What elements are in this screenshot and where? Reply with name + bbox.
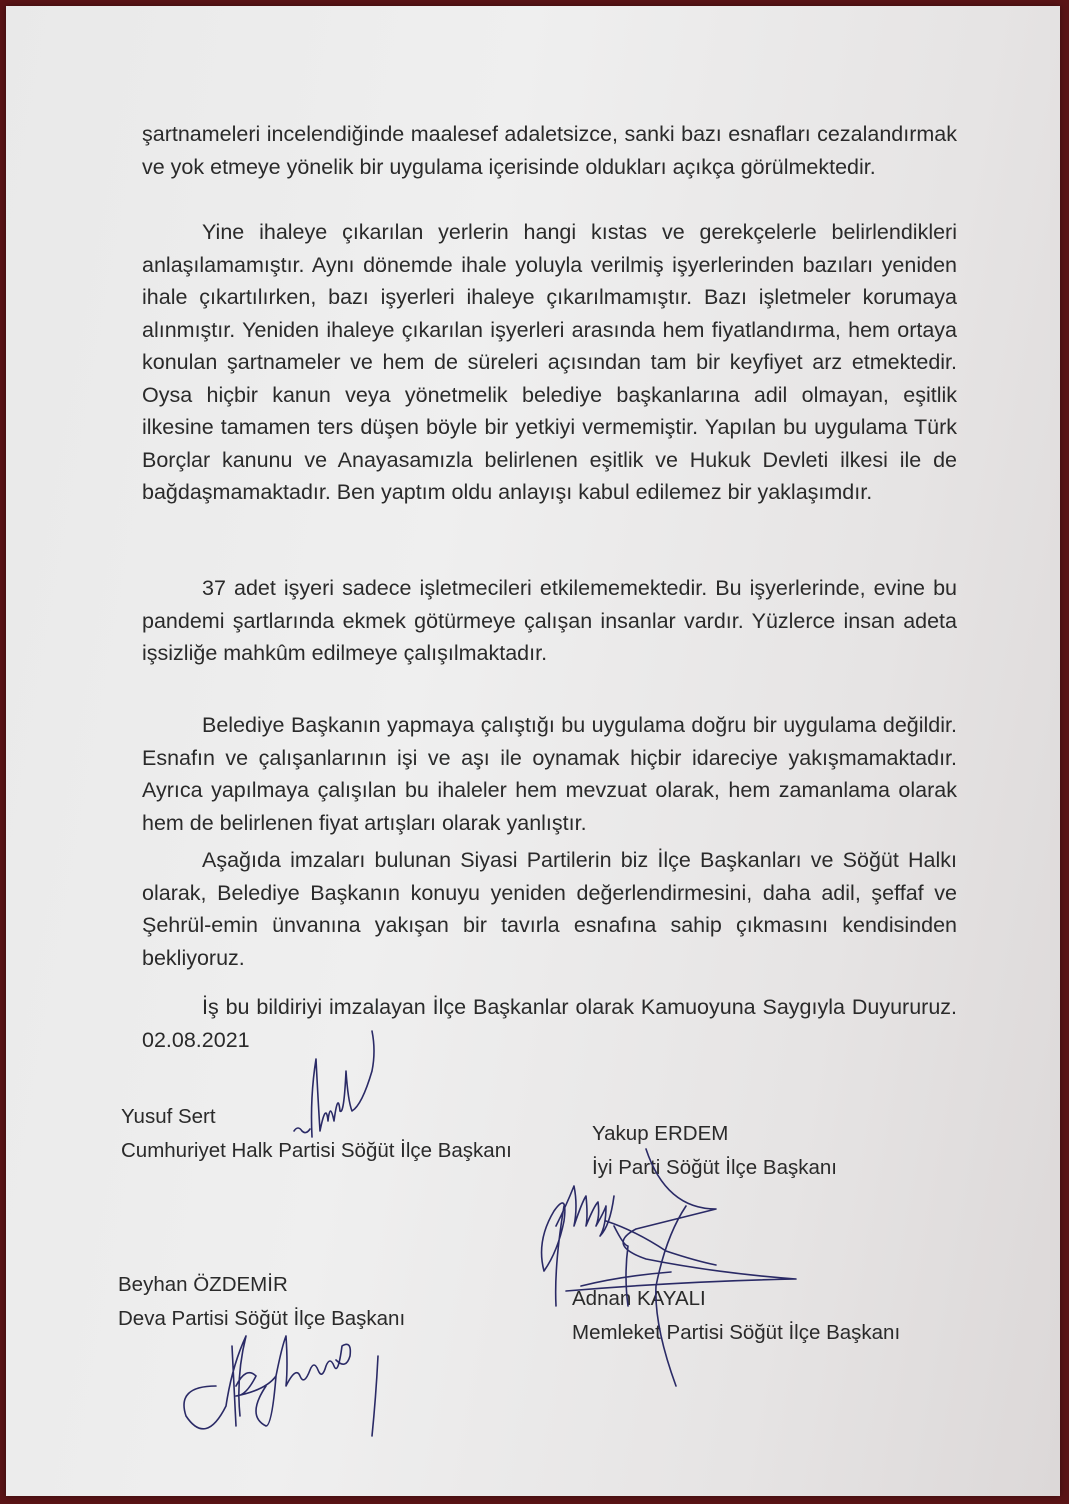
signatory-title-iyi-parti: İyi Parti Söğüt İlçe Başkanı <box>592 1156 837 1179</box>
signature-beyhan-ozdemir <box>176 1326 416 1436</box>
signatory-title-chp: Cumhuriyet Halk Partisi Söğüt İlçe Başkanı <box>121 1139 512 1162</box>
signatory-title-deva-partisi: Deva Partisi Söğüt İlçe Başkanı <box>118 1307 406 1330</box>
paragraph-6-container <box>142 991 957 1056</box>
signatory-title-memleket-partisi: Memleket Partisi Söğüt İlçe Başkanı <box>572 1321 901 1344</box>
paragraph: şartnameleri incelendiğinde maalesef adaletsizce, sanki bazı esnafları cezalandırmak ve yok etmeye yönelik bir uygulama içerisinde oldukları açıkça görülmektedir. <box>142 122 957 179</box>
paragraph: Yine ihaleye çıkarılan yerlerin hangi kıstas ve gerekçelerle belirlendikleri anlaşılamamıştır. Aynı dönemde ihale yoluyla verilmiş işyerlerinden bazıları yeniden ihale çıkartılırken, bazı işyerleri ihaleye çıkarılmamıştır. Bazı işletmeler korumaya alınmıştır. Yeniden ihaleye çıkarılan işyerleri arasında hem fiyatlandırma, hem ortaya konulan şartnameler ve hem de süreleri açısından tam bir keyfiyet arz etmektedir. Oysa hiçbir kanun veya yönetmelik belediye başkanlarına adil olmayan, eşitlik ilkesine tamamen ters düşen böyle bir yetkiyi vermemiştir. Yapılan bu uygulama Türk Borçlar kanunu ve Anayasamızla belirlenen eşitlik ve Hukuk Devleti ilkesi ile de bağdaşmamaktadır. Ben yaptım oldu anlayışı kabul edilemez bir yaklaşımdır. <box>142 220 957 504</box>
paragraph-3-container <box>142 572 957 670</box>
paragraph-1-container <box>142 118 957 183</box>
paragraph: Belediye Başkanın yapmaya çalıştığı bu uygulama doğru bir uygulama değildir. Esnafın ve çalışanlarının işi ve aşı ile oynamak hiçbir idareciye yakışmamaktadır. Ayrıca yapılmaya çalışılan bu ihaleler hem mevzuat olarak, hem zamanlama olarak hem de belirlenen fiyat artışları olarak yanlıştır. <box>142 713 957 835</box>
paragraph-4-container <box>142 709 957 839</box>
paragraph: 37 adet işyeri sadece işletmecileri etkilememektedir. Bu işyerlerinde, evine bu pandemi şartlarında ekmek götürmeye çalışan insanlar vardır. Yüzlerce insan adeta işsizliğe mahkûm edilmeye çalışılmaktadır. <box>142 576 957 665</box>
document-page <box>6 6 1060 1496</box>
signatory-name-beyhan-ozdemir: Beyhan ÖZDEMİR <box>118 1273 288 1296</box>
closing-paragraph: İş bu bildiriyi imzalayan İlçe Başkanlar olarak Kamuoyuna Saygıyla Duyururuz. 02.08.2021 <box>142 995 957 1052</box>
signature-yusuf-sert <box>286 1041 386 1151</box>
signature-adnan-kayali <box>536 1166 856 1316</box>
paragraph-2-container <box>142 216 957 509</box>
signatory-name-adnan-kayali: Adnan KAYALI <box>572 1287 706 1310</box>
paragraph: Aşağıda imzaları bulunan Siyasi Partilerin biz İlçe Başkanları ve Söğüt Halkı olarak, Belediye Başkanın konuyu yeniden değerlendirmesini, daha adil, şeffaf ve Şehrül-emin ünvanına yakışan bir tavırla esnafına sahip çıkmasını kendisinden bekliyoruz. <box>142 848 957 970</box>
paragraph-5-container <box>142 844 957 974</box>
signatory-name-yusuf-sert: Yusuf Sert <box>121 1105 216 1128</box>
signatory-name-yakup-erdem: Yakup ERDEM <box>592 1122 729 1145</box>
